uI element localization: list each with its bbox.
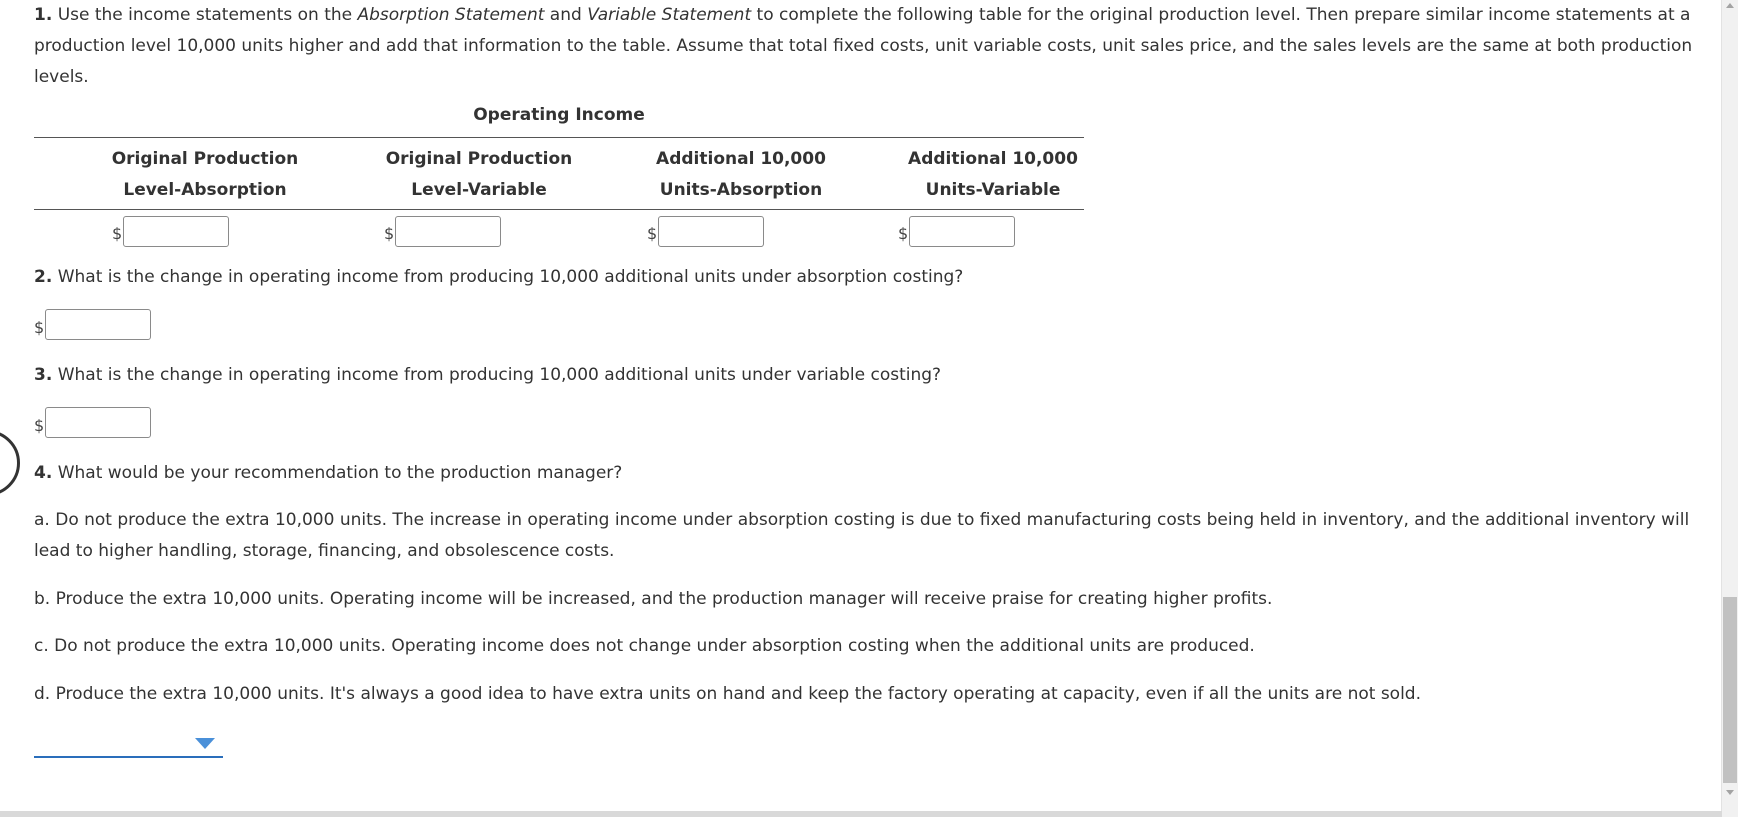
variable-statement-ref: Variable Statement (587, 5, 752, 25)
table-title: Operating Income (473, 105, 645, 125)
chevron-down-icon (195, 738, 215, 749)
q1-text-c: to complete the following table for the original production level. Then prepare similar income statements at a production level 10,000 units higher and add that information to the table. Assume that total fixed costs, unit variable costs, unit sales price, and the sales levels are the same at both production levels. (34, 5, 1693, 87)
absorption-statement-ref: Absorption Statement (357, 5, 545, 25)
question-2-text (34, 267, 963, 287)
col-header-line1: Original Production (385, 149, 573, 169)
table-top-rule (34, 137, 1084, 138)
q3-text: What is the change in operating income from producing 10,000 additional units under variable costing? (52, 365, 942, 385)
currency-symbol: $ (34, 318, 45, 337)
question-4-text (34, 463, 622, 483)
question-3-number: 3. (34, 365, 53, 385)
q4-text: What would be your recommendation to the production manager? (52, 463, 623, 483)
option-a: a. Do not produce the extra 10,000 units. The increase in operating income under absorption costing is due to fixed manufacturing costs being held in inventory, and the additional inventory will lead to higher handling, storage, financing, and obsolescence costs. (34, 510, 1690, 561)
col-header-line2: Level-Absorption (123, 180, 287, 200)
q1-text-b: and (544, 5, 588, 25)
currency-symbol: $ (112, 224, 123, 243)
currency-symbol: $ (34, 416, 45, 435)
q1-text-a: Use the income statements on the (52, 5, 358, 25)
horizontal-scrollbar (0, 811, 1722, 817)
col-header-line2: Level-Variable (411, 180, 547, 200)
col-header-line1: Additional 10,000 (908, 149, 1078, 169)
col-header-original-variable (354, 144, 604, 206)
col-header-original-absorption (80, 144, 330, 206)
option-c: c. Do not produce the extra 10,000 units. Operating income does not change under absorption costing when the additional units are produced. (34, 636, 1255, 656)
operating-income-additional-variable-input[interactable] (909, 216, 1015, 247)
col-header-additional-absorption (616, 144, 866, 206)
question-1-number: 1. (34, 5, 53, 25)
option-b: b. Produce the extra 10,000 units. Operating income will be increased, and the production manager will receive praise for creating higher profits. (34, 589, 1273, 609)
absorption-change-input[interactable] (45, 309, 151, 340)
table-header-rule (34, 209, 1084, 210)
currency-symbol: $ (898, 224, 909, 243)
scroll-up-icon[interactable] (1726, 3, 1734, 8)
option-d: d. Produce the extra 10,000 units. It's always a good idea to have extra units on hand and keep the factory operating at capacity, even if all the units are not sold. (34, 684, 1421, 704)
col-header-additional-variable (868, 144, 1118, 206)
scrollbar-thumb[interactable] (1723, 597, 1737, 783)
partial-circle-marker (0, 430, 20, 496)
question-3-text (34, 365, 941, 385)
currency-symbol: $ (384, 224, 395, 243)
vertical-scrollbar[interactable] (1721, 0, 1738, 817)
question-1-text (34, 0, 1694, 93)
operating-income-original-absorption-input[interactable] (123, 216, 229, 247)
col-header-line2: Units-Variable (925, 180, 1061, 200)
question-2-number: 2. (34, 267, 53, 287)
col-header-line1: Additional 10,000 (656, 149, 826, 169)
col-header-line2: Units-Absorption (659, 180, 823, 200)
q2-text: What is the change in operating income from producing 10,000 additional units under absorption costing? (52, 267, 964, 287)
col-header-line1: Original Production (111, 149, 299, 169)
operating-income-additional-absorption-input[interactable] (658, 216, 764, 247)
question-4-number: 4. (34, 463, 53, 483)
operating-income-original-variable-input[interactable] (395, 216, 501, 247)
currency-symbol: $ (647, 224, 658, 243)
scroll-down-icon[interactable] (1726, 790, 1734, 795)
variable-change-input[interactable] (45, 407, 151, 438)
recommendation-select[interactable] (34, 728, 223, 758)
